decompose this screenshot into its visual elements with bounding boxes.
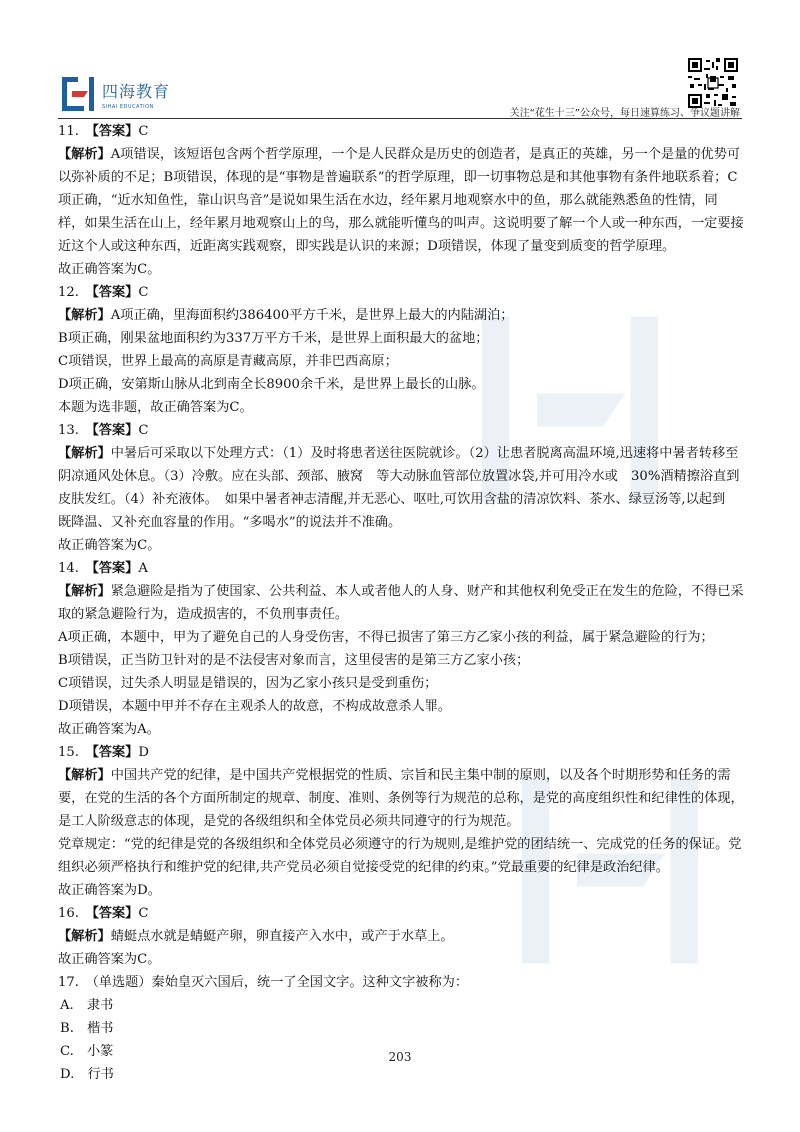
- conclusion-line: 故正确答案为C。: [58, 262, 161, 277]
- question-option: D. 行书: [60, 1067, 114, 1082]
- analysis-line: C项错误，世界上最高的高原是青藏高原，并非巴西高原；: [58, 354, 398, 369]
- answer-line: 12. 【答案】C: [58, 285, 149, 300]
- analysis-paragraph: 【解析】中国共产党的纪律，是中国共产党根据党的性质、宗旨和民主集中制的原则，以及各个时期形势和任务的需要，在党的生活的各个方面所制定的规章、制度、准则、条例等行为规范的总称，是党的高度组织性和纪律性的体现，是工人阶级意志的体现，是党的各级组织和全体党员必须共同遵守的行为规范。: [58, 768, 744, 829]
- logo-subtitle: SIHAI EDUCATION: [102, 103, 154, 110]
- question-option: A. 隶书: [60, 998, 114, 1013]
- header-tagline: 关注“花生十三”公众号，每日速算练习、争议题讲解: [509, 108, 740, 119]
- header-divider: [58, 118, 742, 119]
- question-stem: 17. （单选题）秦始皇灭六国后，统一了全国文字。这种文字被称为：: [58, 975, 469, 990]
- logo-name: 四海教育: [102, 81, 171, 101]
- analysis-paragraph: 【解析】蜻蜓点水就是蜻蜓产卵，卵直接产入水中，或产于水草上。: [58, 929, 454, 944]
- answer-line: 16. 【答案】C: [58, 906, 149, 921]
- analysis-line: B项错误，正当防卫针对的是不法侵害对象而言，这里侵害的是第三方乙家小孩；: [58, 653, 530, 668]
- analysis-line: D项错误，本题中甲并不存在主观杀人的故意，不构成故意杀人罪。: [58, 699, 452, 714]
- analysis-line: C项错误，过失杀人明显是错误的，因为乙家小孩只是受到重伤；: [58, 676, 438, 691]
- answer-line: 14. 【答案】A: [58, 561, 148, 576]
- analysis-line: B项正确，刚果盆地面积约为337万平方千米，是世界上面积最大的盆地；: [58, 331, 489, 346]
- logo: [58, 74, 170, 114]
- conclusion-line: 故正确答案为C。: [58, 952, 161, 967]
- analysis-paragraph: 【解析】A项正确，里海面积约386400平方千米，是世界上最大的内陆湖泊；: [58, 308, 514, 323]
- analysis-paragraph: 【解析】紧急避险是指为了使国家、公共利益、本人或者他人的人身、财产和其他权利免受正在发生的危险，不得已采取的紧急避险行为，造成损害的，不负刑事责任。: [58, 584, 744, 622]
- page-number: 203: [388, 1050, 412, 1064]
- conclusion-line: 本题为选非题，故正确答案为C。: [58, 400, 253, 415]
- question-option: B. 楷书: [60, 1021, 114, 1036]
- qr-code-icon: [688, 58, 738, 108]
- analysis-line: A项正确，本题中，甲为了避免自己的人身受伤害，不得已损害了第三方乙家小孩的利益，属于紧急避险的行为；: [58, 630, 714, 645]
- conclusion-line: 故正确答案为D。: [58, 883, 161, 898]
- question-option: C. 小篆: [60, 1044, 114, 1059]
- page-header: [0, 0, 800, 120]
- analysis-paragraph: 【解析】A项错误，该短语包含两个哲学原理，一个是人民群众是历史的创造者，是真正的英雄，另一个是量的优势可以弥补质的不足；B项错误，体现的是“事物是普遍联系”的哲学原理，即一切事物总是和其他事物有条件地联系着；C项正确，“近水知鱼性，靠山识鸟音”是说如果生活在水边，经年累月地观察水中的鱼，那么就能熟悉鱼的性情，同样，如果生活在山上，经年累月地观察山上的鸟，那么就能听懂鸟的叫声。这说明要了解一个人或一种东西，一定要接近这个人或这种东西，近距离实践观察，即实践是认识的来源；D项错误，体现了量变到质变的哲学原理。: [58, 147, 744, 254]
- answer-line: 15. 【答案】D: [58, 745, 149, 760]
- page-content: [58, 120, 744, 1086]
- answer-line: 11. 【答案】C: [58, 124, 149, 139]
- analysis-line: 党章规定：“党的纪律是党的各级组织和全体党员必须遵守的行为规则,是维护党的团结统一、完成党的任务的保证。党组织必须严格执行和维护党的纪律,共产党员必须自觉接受党的纪律的约束。”党最重要的纪律是政治纪律。: [58, 837, 742, 875]
- logo-mark-icon: [58, 74, 98, 114]
- analysis-paragraph: 【解析】中暑后可采取以下处理方式：（1）及时将患者送往医院就诊。（2）让患者脱离高温环境,迅速将中暑者转移至阴凉通风处休息。（3）冷敷。应在头部、颈部、腋窝 等大动脉血管部位放置冰袋,并可用冷水或 30%酒精擦浴直到皮肤发红。（4）补充液体。 如果中暑者神志清醒,并无恶心、呕吐,可饮用含盐的清凉饮料、茶水、绿豆汤等,以起到 既降温、又补充血容量的作用。“多喝水”的说法并不准确。: [58, 446, 740, 530]
- answer-line: 13. 【答案】C: [58, 423, 149, 438]
- conclusion-line: 故正确答案为C。: [58, 538, 161, 553]
- analysis-line: D项正确，安第斯山脉从北到南全长8900余千米，是世界上最长的山脉。: [58, 377, 485, 392]
- conclusion-line: 故正确答案为A。: [58, 722, 160, 737]
